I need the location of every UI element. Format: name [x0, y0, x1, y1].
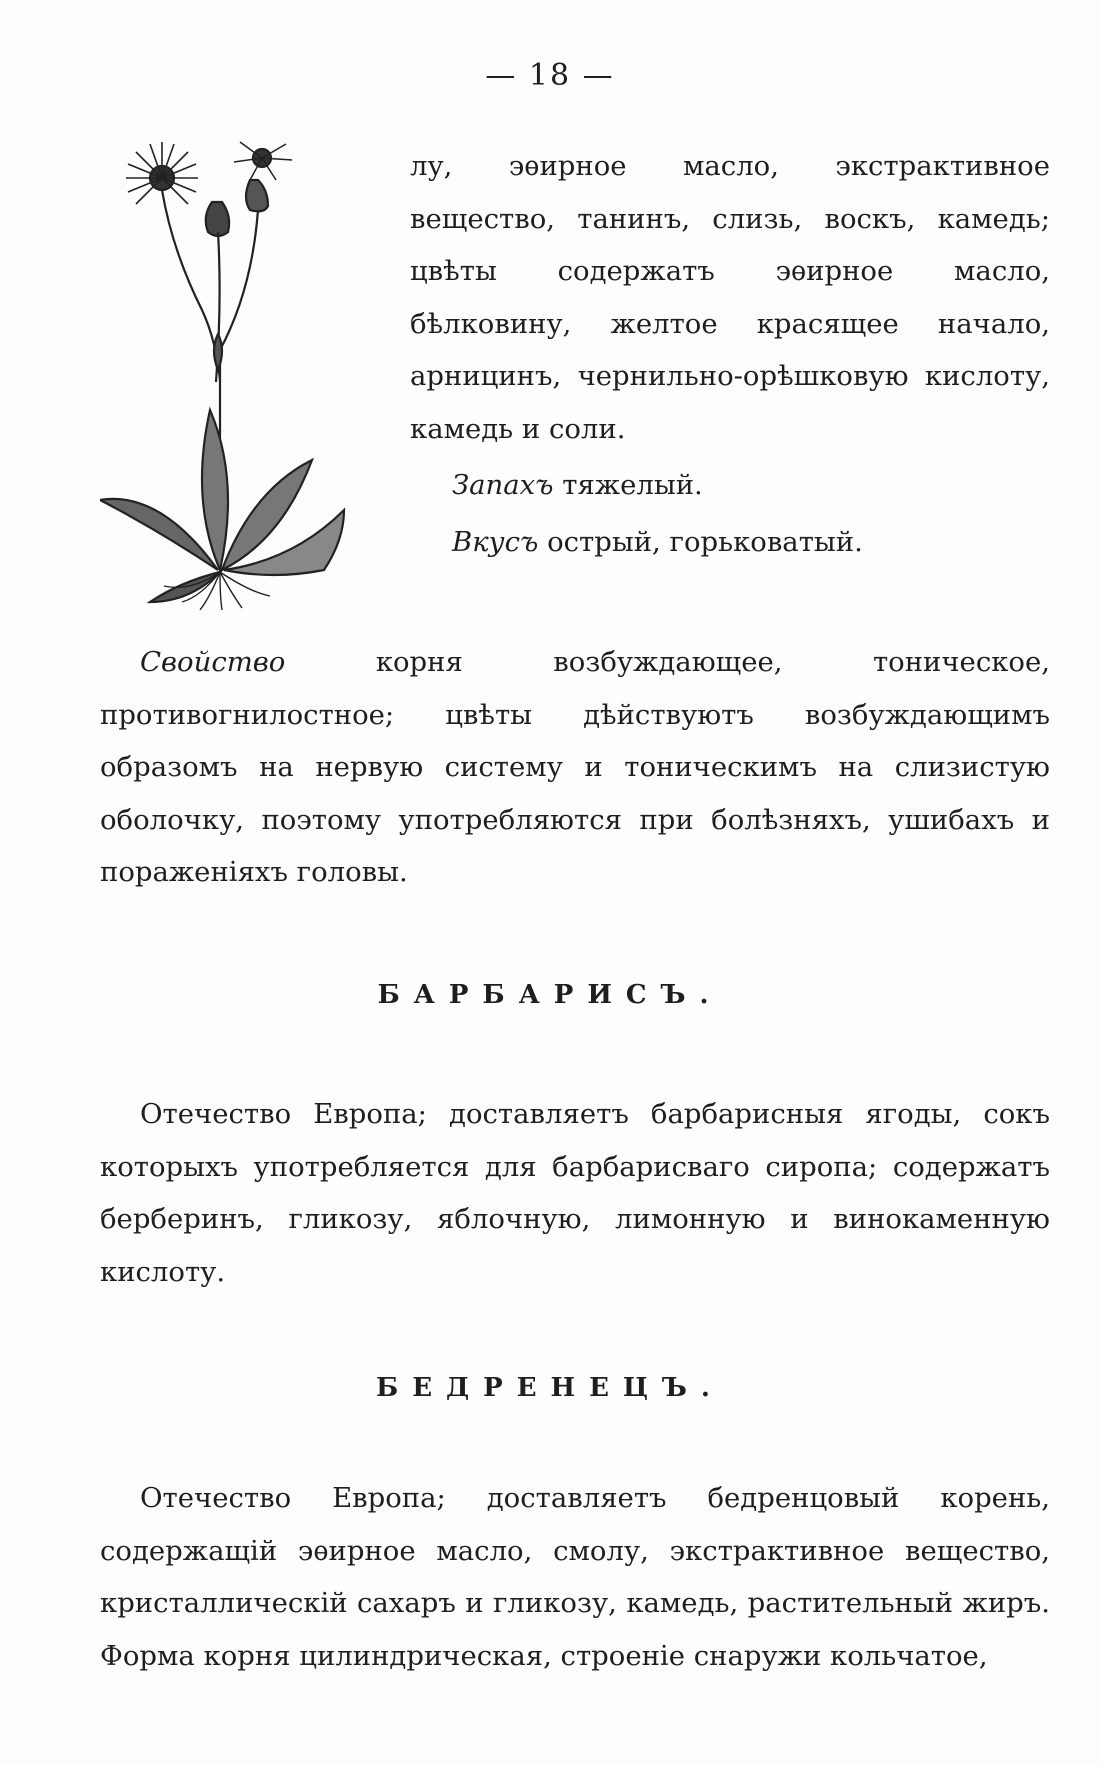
property-label: Свойство [140, 646, 286, 678]
page-number: — 18 — [485, 58, 615, 93]
taste-label: Вкусъ [452, 525, 539, 558]
section-heading-barberry: БАРБАРИСЪ. [377, 980, 723, 1010]
barberry-text: Отечество Европа; доставляетъ барбарисныя ягоды, сокъ которыхъ употребляется для барбарисваго сиропа; содержатъ берберинъ, гликозу, яблочную, лимонную и винокаменную кислоту. [100, 1098, 1050, 1288]
arnica-plant-illustration [100, 140, 390, 610]
barberry-paragraph [100, 1088, 1050, 1298]
burnet-paragraph [100, 1472, 1050, 1682]
arnica-property-paragraph [100, 636, 1050, 899]
section-heading-burnet: БЕДРЕНЕЦЪ. [376, 1373, 724, 1403]
arnica-composition: лу, эѳирное масло, экстрактивное вещество, танинъ, слизь, воскъ, камедь; цвѣты содержатъ эѳирное масло, бѣлковину, желтое красящее начало, арницинъ, чернильно-орѣшковую кислоту, камедь и соли. [410, 150, 1050, 445]
taste-value: острый, горьковатый. [538, 525, 863, 558]
arnica-smell [452, 459, 1050, 512]
flower-head-right [234, 142, 292, 180]
arnica-side-text [410, 140, 1050, 568]
smell-value: тяжелый. [553, 469, 703, 501]
smell-label: Запахъ [452, 469, 554, 501]
arnica-taste [452, 516, 1050, 569]
burnet-text: Отечество Европа; доставляетъ бедренцовый корень, содержащій эѳирное масло, смолу, экстрактивное вещество, кристаллическій сахаръ и гликозу, камедь, растительный жиръ. Форма корня цилиндрическая, строеніе снаружи кольчатое, [100, 1482, 1050, 1672]
property-text: корня возбуждающее, тоническое, противогнилостное; цвѣты дѣйствуютъ возбуждающимъ образомъ на нервую систему и тоническимъ на слизистую оболочку, поэтому употребляются при болѣзняхъ, ушибахъ и пораженіяхъ головы. [100, 646, 1050, 888]
